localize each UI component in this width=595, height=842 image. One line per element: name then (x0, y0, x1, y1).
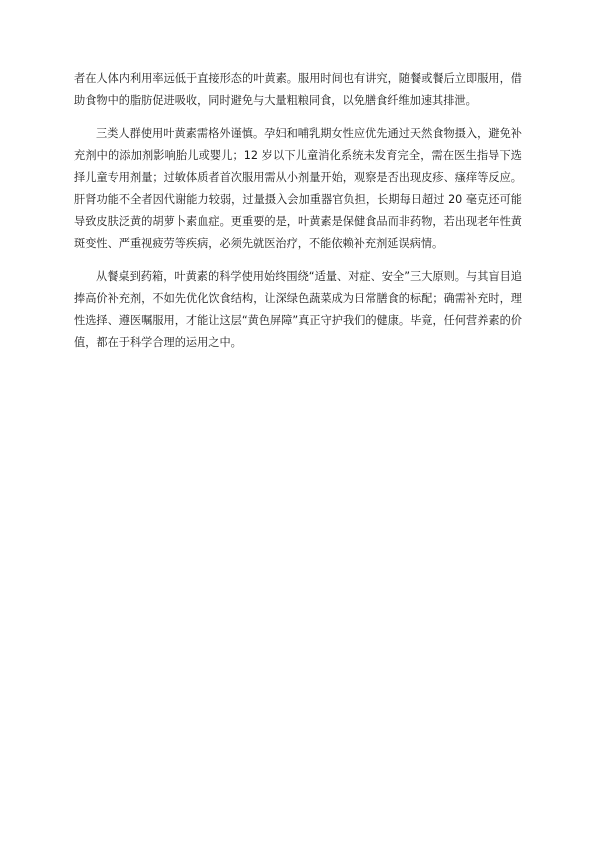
document-body (74, 68, 522, 365)
paragraph-continued: 者在人体内利用率远低于直接形态的叶黄素。服用时间也有讲究，随餐或餐后立即服用，借助食物中的脂肪促进吸收，同时避免与大量粗粮同食，以免膳食纤维加速其排泄。 (74, 72, 522, 107)
paragraph-conclusion: 从餐桌到药箱，叶黄素的科学使用始终围绕“适量、对症、安全”三大原则。与其盲目追捧高价补充剂，不如先优化饮食结构，让深绿色蔬菜成为日常膳食的标配；确需补充时，理性选择、遵医嘱服用，才能让这层“黄色屏障”真正守护我们的健康。毕竟，任何营养素的价值，都在于科学合理的运用之中。 (74, 270, 522, 349)
paragraph-caution-groups: 三类人群使用叶黄素需格外谨慎。孕妇和哺乳期女性应优先通过天然食物摄入，避免补充剂中的添加剂影响胎儿或婴儿；12 岁以下儿童消化系统未发育完全，需在医生指导下选择儿童专用剂量；过敏体质者首次服用需从小剂量开始，观察是否出现皮疹、瘙痒等反应。肝肾功能不全者因代谢能力较弱，过量摄入会加重器官负担，长期每日超过 20 毫克还可能导致皮肤泛黄的胡萝卜素血症。更重要的是，叶黄素是保健食品而非药物，若出现老年性黄斑变性、严重视疲劳等疾病，必须先就医治疗，不能依赖补充剂延误病情。 (74, 127, 522, 250)
